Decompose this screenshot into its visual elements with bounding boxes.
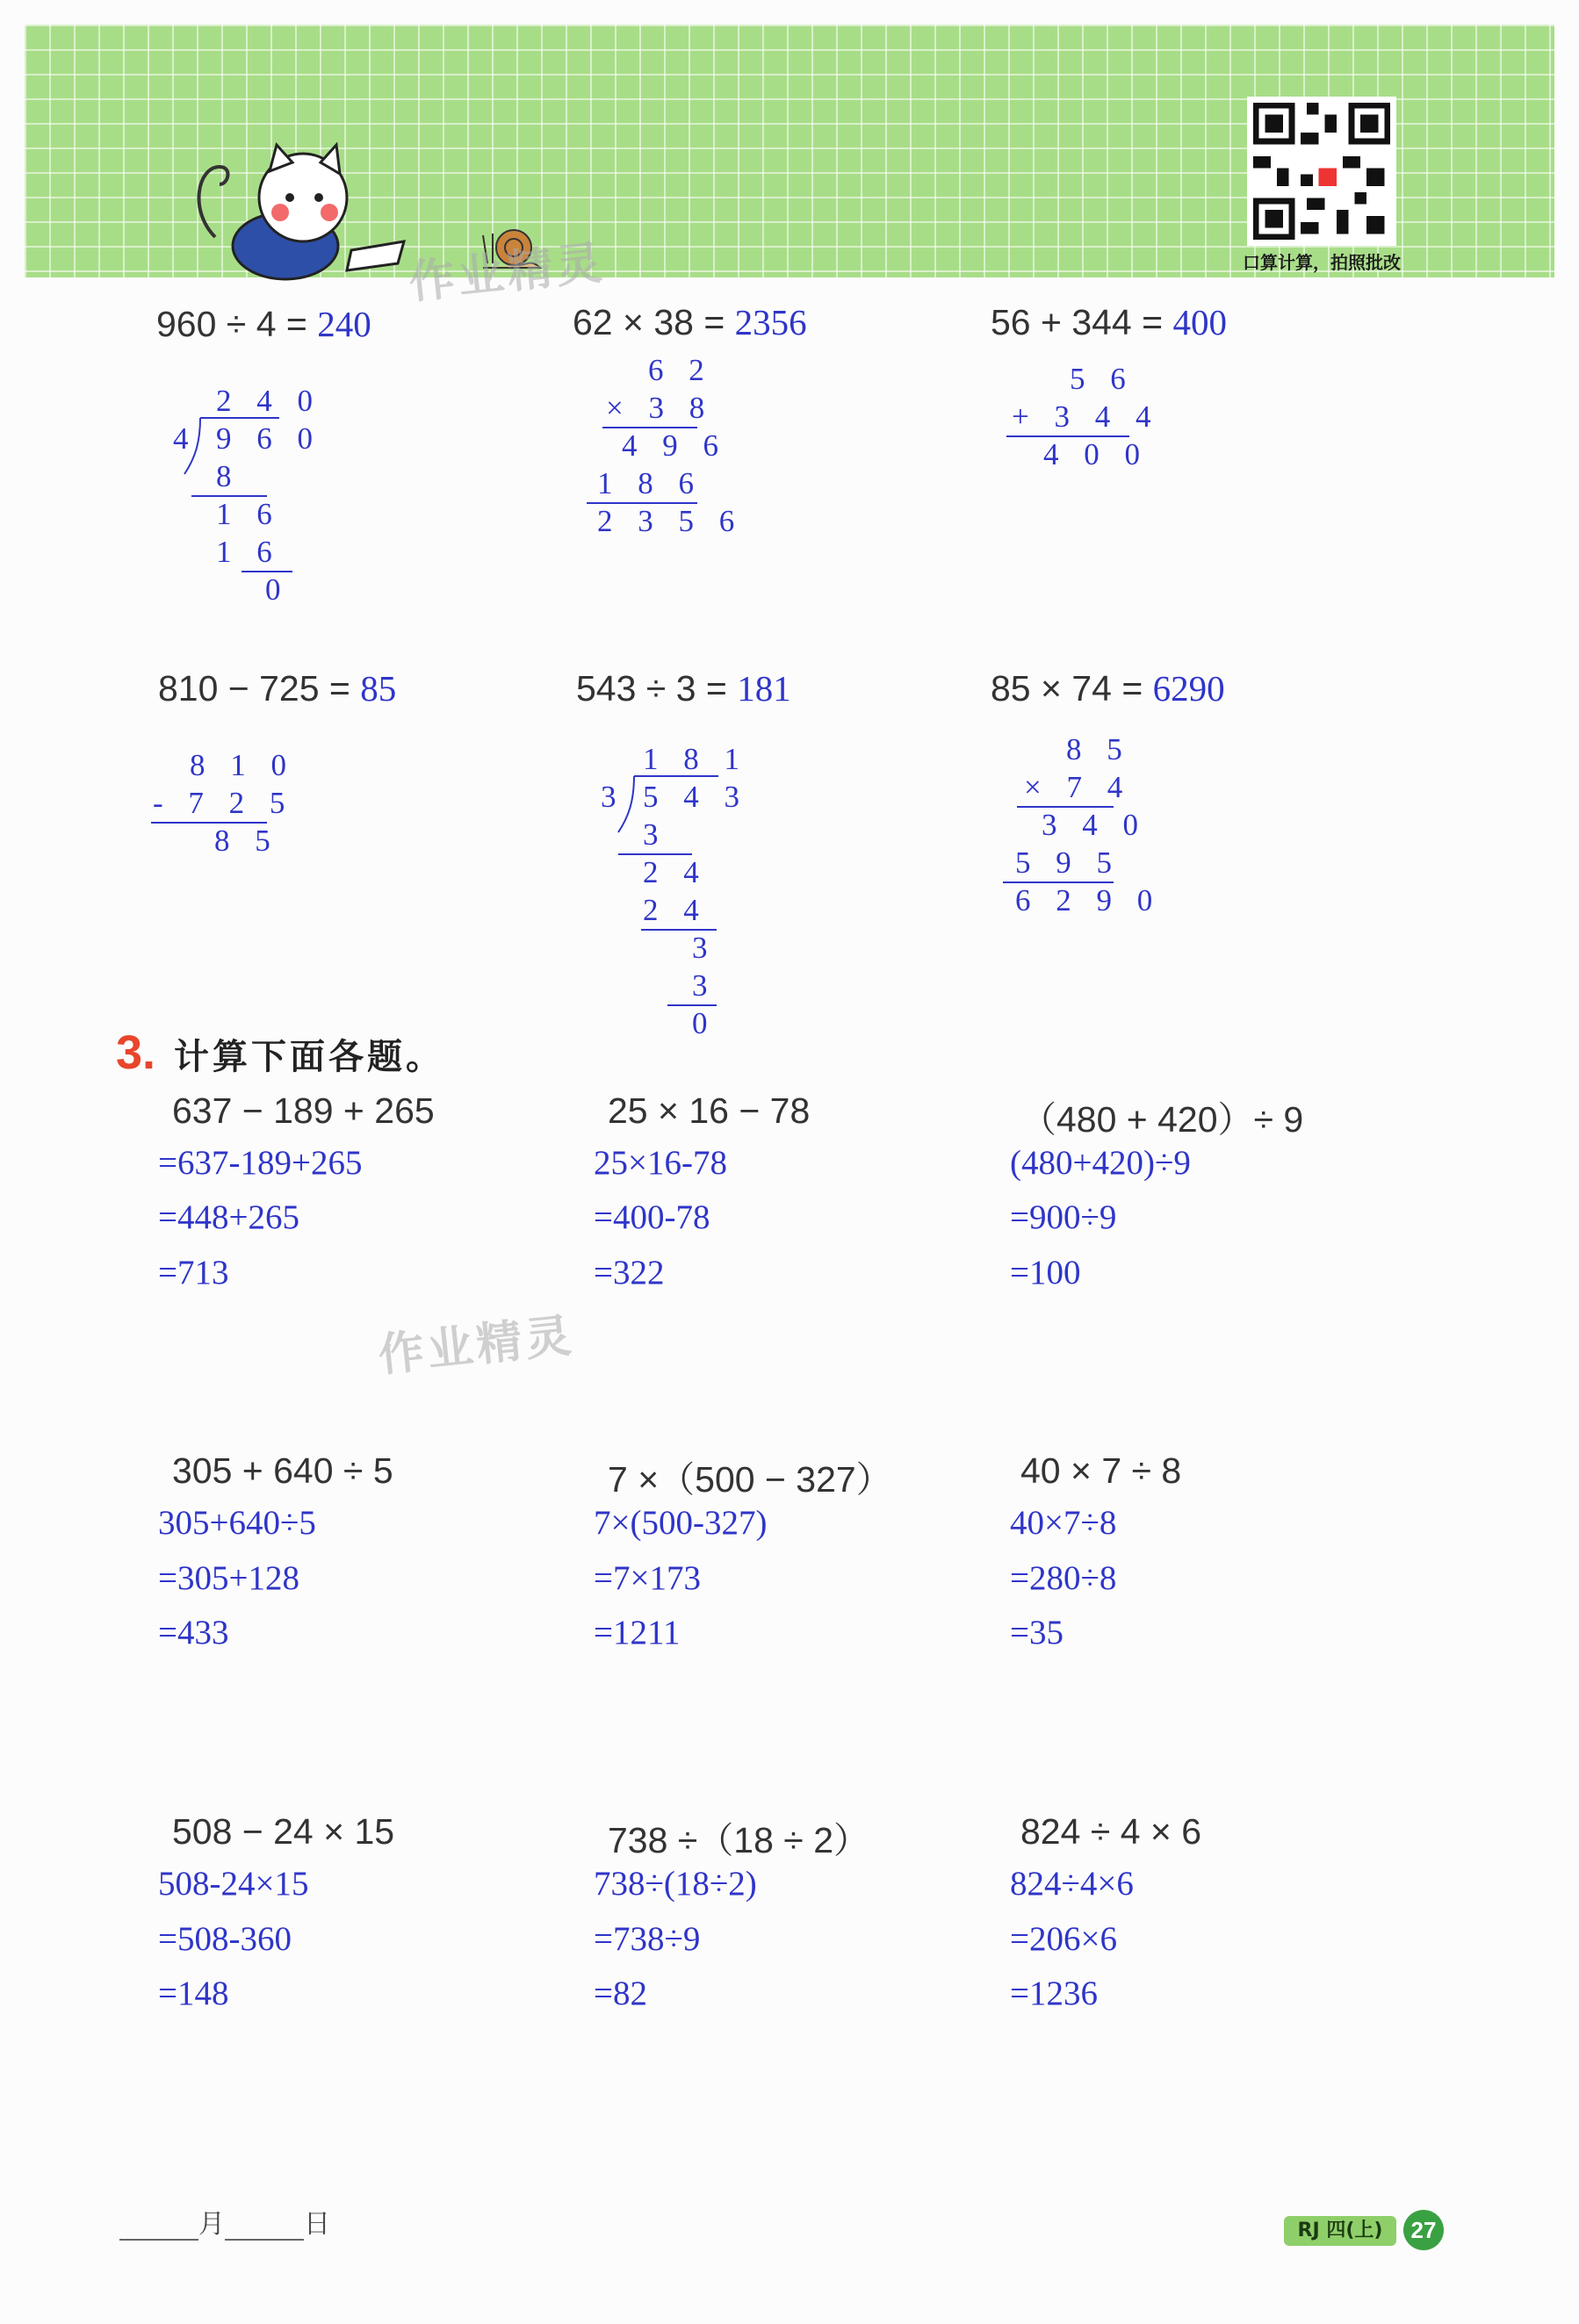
- work-line: 5 9 5: [1015, 845, 1121, 880]
- solution-step: =637-189+265: [158, 1144, 363, 1182]
- solution-step: 7×(500-327): [594, 1504, 768, 1542]
- work-line: 8 1 0: [190, 748, 295, 782]
- problem-expression: 85 × 74 = 6290: [991, 668, 1225, 709]
- solution-step: 40×7÷8: [1010, 1504, 1117, 1542]
- problem-expression: 508 − 24 × 15: [172, 1811, 395, 1852]
- problem-answer: 85: [360, 668, 397, 709]
- work-line: 2 4 0: [216, 384, 321, 418]
- work-line: 3: [643, 817, 667, 852]
- solution-step: 305+640÷5: [158, 1504, 316, 1542]
- solution-step: =100: [1010, 1254, 1081, 1292]
- solution-step: =900÷9: [1010, 1198, 1117, 1236]
- problem-expression: 305 + 640 ÷ 5: [172, 1450, 393, 1491]
- solution-step: 738÷(18÷2): [594, 1865, 757, 1903]
- solution-step: =280÷8: [1010, 1559, 1117, 1597]
- work-line: 4: [173, 421, 198, 456]
- problem-answer: 400: [1172, 302, 1227, 342]
- work-line: 1 6: [216, 497, 281, 531]
- solution-step: =7×173: [594, 1559, 701, 1597]
- solution-step: (480+420)÷9: [1010, 1144, 1191, 1182]
- work-line: 1 8 6: [597, 466, 703, 500]
- problem-expression: 738 ÷（18 ÷ 2）: [608, 1820, 869, 1860]
- solution-step: =400-78: [594, 1198, 710, 1236]
- solution-step: 25×16-78: [594, 1144, 727, 1182]
- solution-step: =508-360: [158, 1920, 292, 1958]
- watermark: 作业精灵: [407, 236, 609, 310]
- work-line: 6 2 9 0: [1015, 883, 1162, 917]
- problem-expression: 960 ÷ 4 = 240: [156, 304, 371, 344]
- problem-expression: 40 × 7 ÷ 8: [1020, 1450, 1182, 1491]
- work-line: - 7 2 5: [153, 786, 294, 820]
- solution-step: =1211: [594, 1614, 681, 1651]
- work-line: 8 5: [214, 824, 279, 858]
- work-line: 1 6: [216, 535, 281, 569]
- solution-step: =322: [594, 1254, 665, 1292]
- work-line: 3: [601, 780, 625, 814]
- cat-illustration-icon: [189, 132, 408, 281]
- problem-expression: 25 × 16 − 78: [608, 1090, 811, 1131]
- work-line: 4 9 6: [622, 428, 727, 463]
- solution-step: =35: [1010, 1614, 1063, 1651]
- work-line: 2 3 5 6: [597, 504, 744, 538]
- problem-expression: 62 × 38 = 2356: [573, 302, 807, 342]
- work-line: + 3 4 4: [1012, 399, 1160, 434]
- work-line: 8: [216, 459, 241, 493]
- problem-expression: （480 + 420）÷ 9: [1020, 1099, 1304, 1140]
- work-line: × 7 4: [1024, 770, 1132, 804]
- problem-expression: 7 ×（500 − 327）: [608, 1459, 892, 1500]
- solution-step: =206×6: [1010, 1920, 1117, 1958]
- section-title: 计算下面各题。: [174, 1037, 444, 1077]
- work-line: 2 4: [643, 855, 708, 889]
- work-line: 3: [692, 931, 717, 965]
- solution-step: =148: [158, 1975, 229, 2012]
- date-field[interactable]: 月 日: [119, 2202, 330, 2241]
- problem-expression: 56 + 344 = 400: [991, 302, 1227, 342]
- problem-answer: 240: [317, 304, 371, 344]
- work-line: 3 4 0: [1042, 808, 1147, 842]
- work-line: 3: [692, 968, 717, 1003]
- problem-answer: 181: [737, 668, 791, 709]
- problem-expression: 637 − 189 + 265: [172, 1090, 435, 1131]
- problem-expression: 810 − 725 = 85: [158, 668, 397, 709]
- qr-caption: 口算计算，拍照批改: [1243, 252, 1401, 273]
- solution-step: =1236: [1010, 1975, 1098, 2012]
- page-number: 27: [1403, 2210, 1444, 2250]
- solution-step: =433: [158, 1614, 229, 1651]
- work-line: 0: [692, 1006, 717, 1040]
- solution-step: =82: [594, 1975, 647, 2012]
- work-line: 0: [265, 572, 290, 607]
- work-line: 4 0 0: [1043, 437, 1149, 471]
- qr-code-icon[interactable]: [1247, 97, 1396, 246]
- problem-expression: 824 ÷ 4 × 6: [1020, 1811, 1202, 1852]
- watermark: 作业精灵: [376, 1309, 578, 1383]
- solution-step: =448+265: [158, 1198, 299, 1236]
- problem-answer: 2356: [734, 302, 807, 342]
- solution-step: 824÷4×6: [1010, 1865, 1134, 1903]
- work-line: 2 4: [643, 893, 708, 927]
- work-line: 9 6 0: [216, 421, 321, 456]
- solution-step: =738÷9: [594, 1920, 701, 1958]
- work-line: 5 4 3: [643, 780, 748, 814]
- solution-step: =305+128: [158, 1559, 299, 1597]
- problem-answer: 6290: [1152, 668, 1225, 709]
- edition-tag: RJ 四(上): [1284, 2216, 1396, 2246]
- work-line: × 3 8: [606, 391, 714, 425]
- solution-step: 508-24×15: [158, 1865, 309, 1903]
- work-line: 5 6: [1070, 362, 1135, 396]
- solution-step: =713: [158, 1254, 229, 1292]
- section-number: 3.: [116, 1026, 156, 1079]
- work-line: 6 2: [648, 353, 713, 387]
- problem-expression: 543 ÷ 3 = 181: [576, 668, 791, 709]
- work-line: 1 8 1: [643, 742, 748, 776]
- work-line: 8 5: [1066, 732, 1131, 766]
